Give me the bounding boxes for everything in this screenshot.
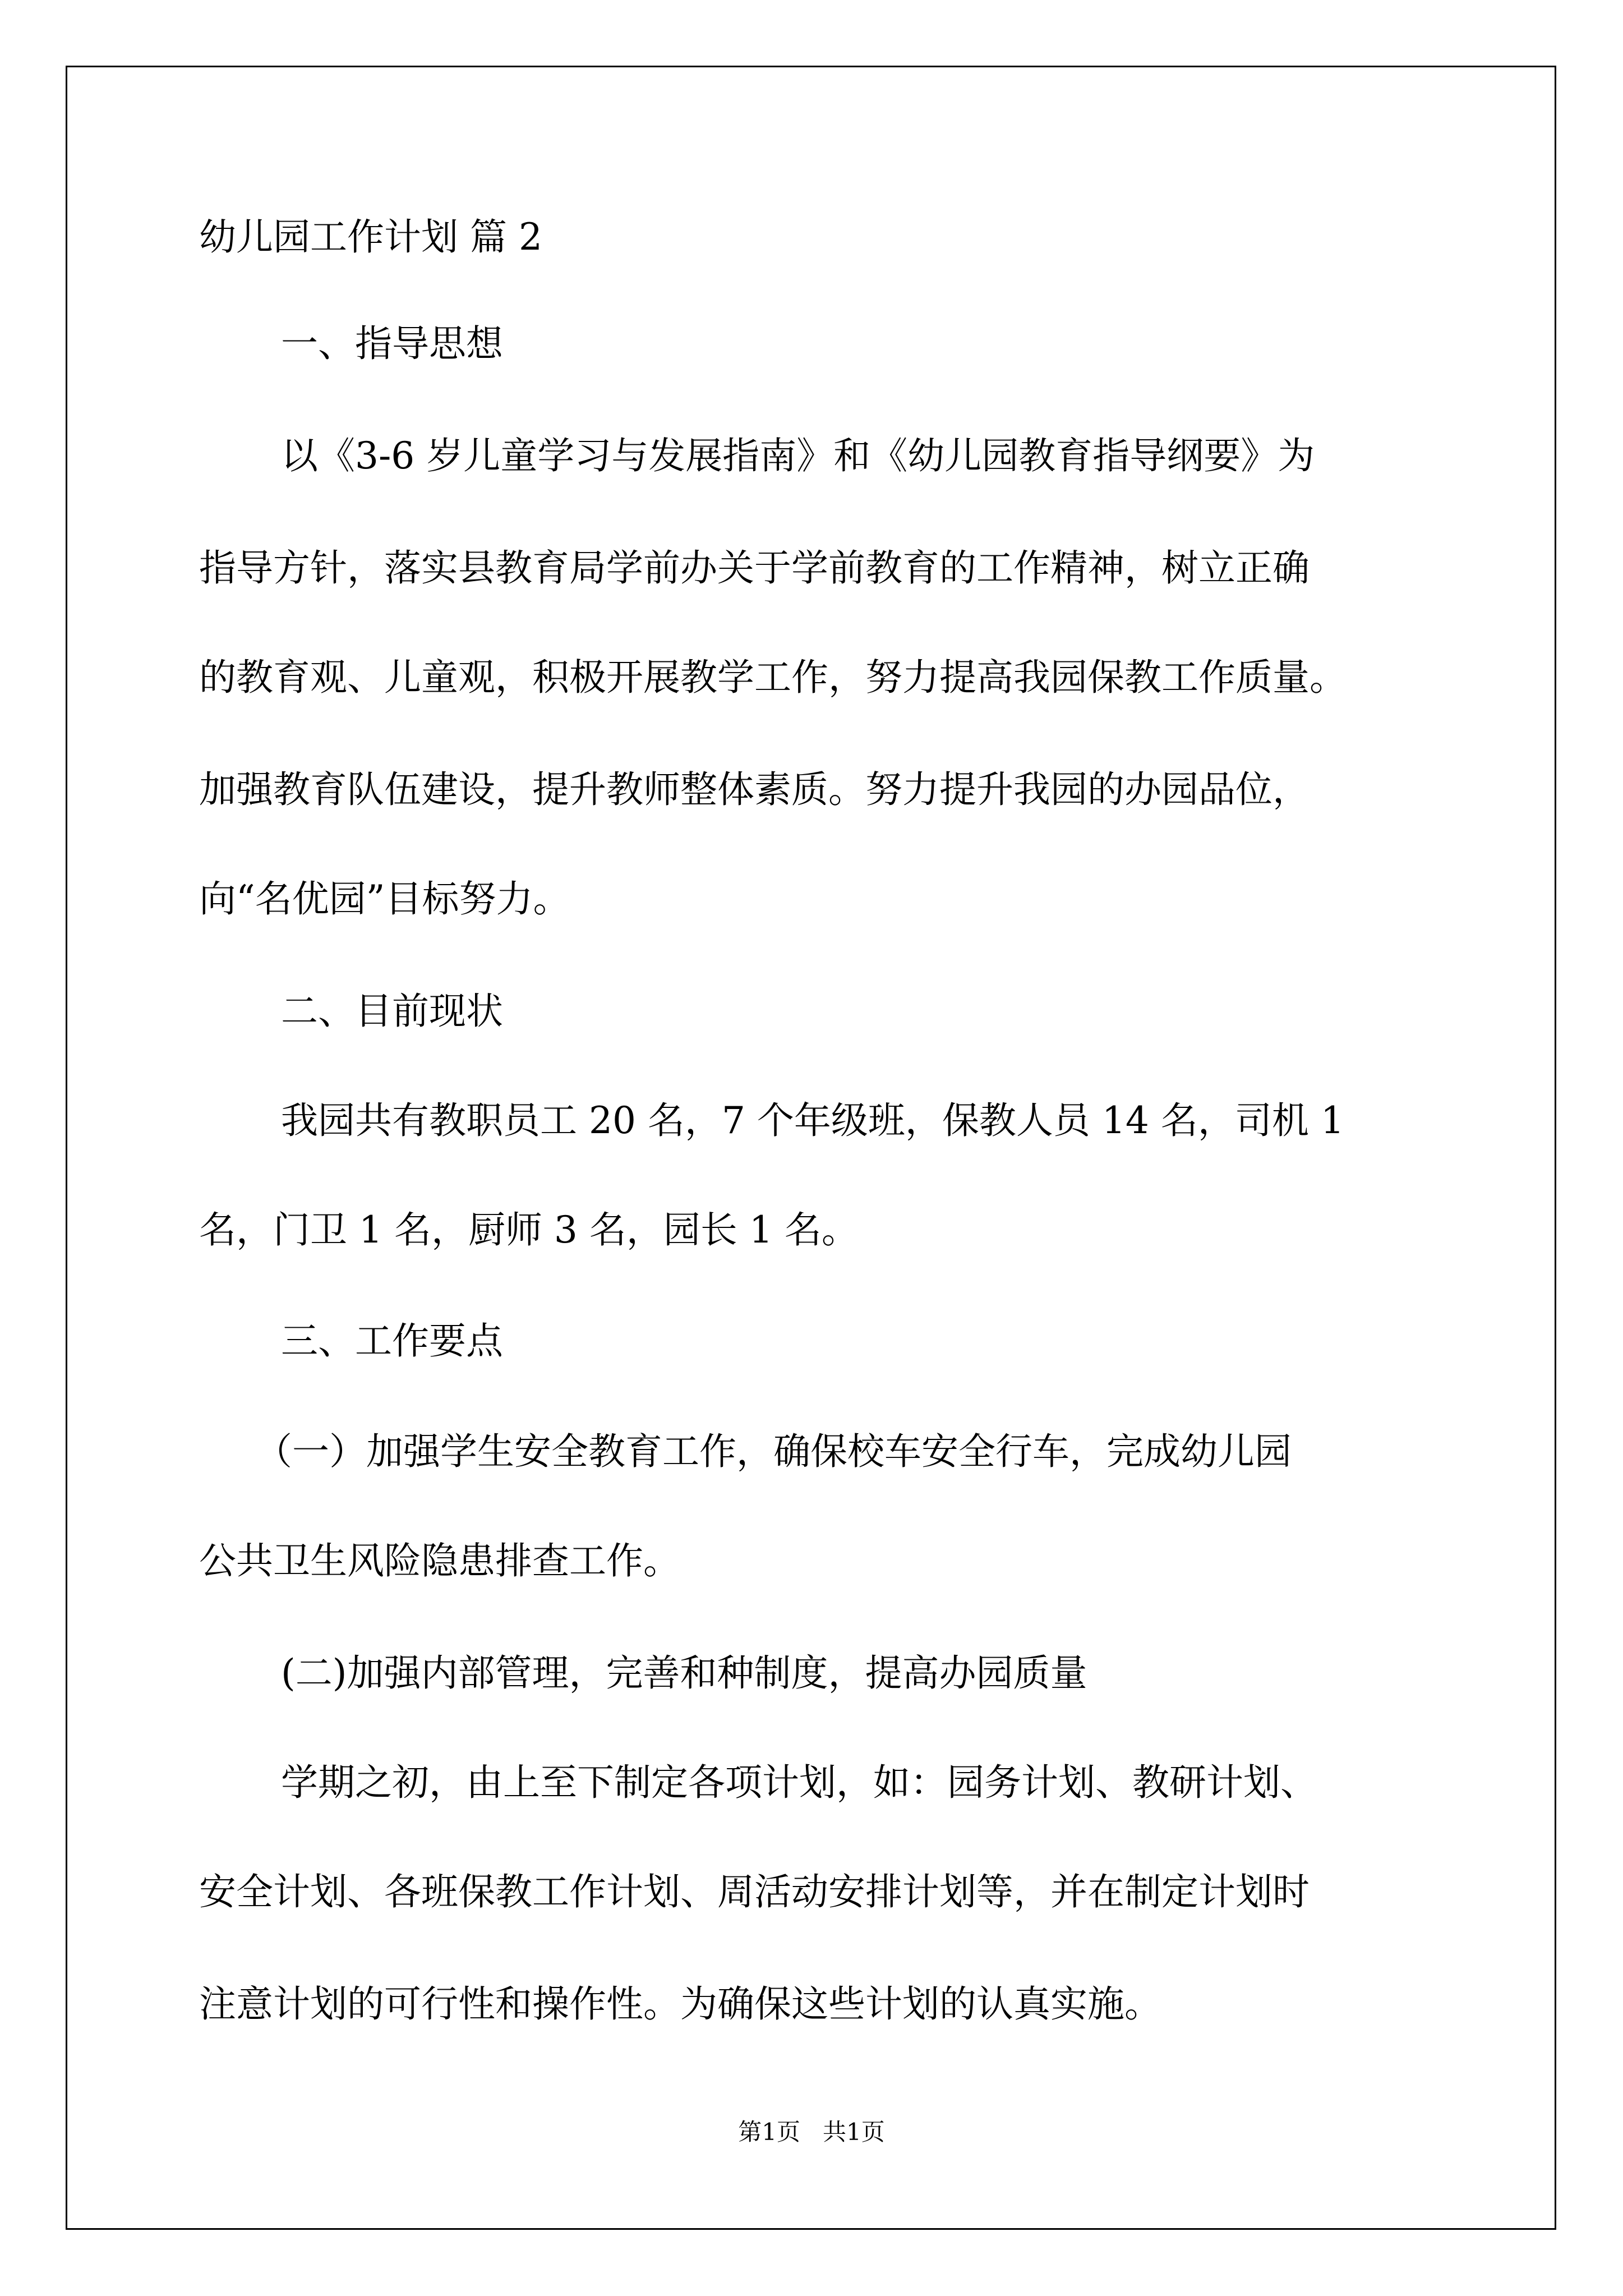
document-title: 幼儿园工作计划 篇 2 [199,215,542,259]
paragraph-line: 加强教育队伍建设，提升教师整体素质。努力提升我园的办园品位， [199,768,1310,811]
paragraph-line: 向“名优园”目标努力。 [199,877,570,921]
paragraph-line: 名，门卫 1 名，厨师 3 名，园长 1 名。 [199,1208,859,1251]
paragraph-line: 注意计划的可行性和操作性。为确保这些计划的认真实施。 [199,1982,1161,2026]
paragraph-line: 我园共有教职员工 20 名，7 个年级班，保教人员 14 名，司机 1 [281,1099,1344,1142]
paragraph-line: 以《3-6 岁儿童学习与发展指南》和《幼儿园教育指导纲要》为 [281,434,1315,477]
section-heading-guiding-ideology: 一、指导思想 [281,322,503,365]
page-footer: 第1页 共1页 [738,2118,885,2146]
paragraph-line: （一）加强学生安全教育工作，确保校车安全行车，完成幼儿园 [255,1430,1292,1473]
paragraph-line: 安全计划、各班保教工作计划、周活动安排计划等，并在制定计划时 [199,1870,1310,1913]
section-heading-current-status: 二、目前现状 [281,990,503,1033]
paragraph-line: 指导方针，落实县教育局学前办关于学前教育的工作精神，树立正确 [199,546,1310,590]
subsection-heading: (二)加强内部管理，完善和种制度，提高办园质量 [281,1651,1087,1695]
paragraph-line: 公共卫生风险隐患排查工作。 [199,1539,680,1582]
paragraph-line: 学期之初，由上至下制定各项计划，如：园务计划、教研计划、 [281,1761,1317,1804]
section-heading-work-points: 三、工作要点 [281,1319,503,1363]
paragraph-line: 的教育观、儿童观，积极开展教学工作，努力提高我园保教工作质量。 [199,656,1347,699]
